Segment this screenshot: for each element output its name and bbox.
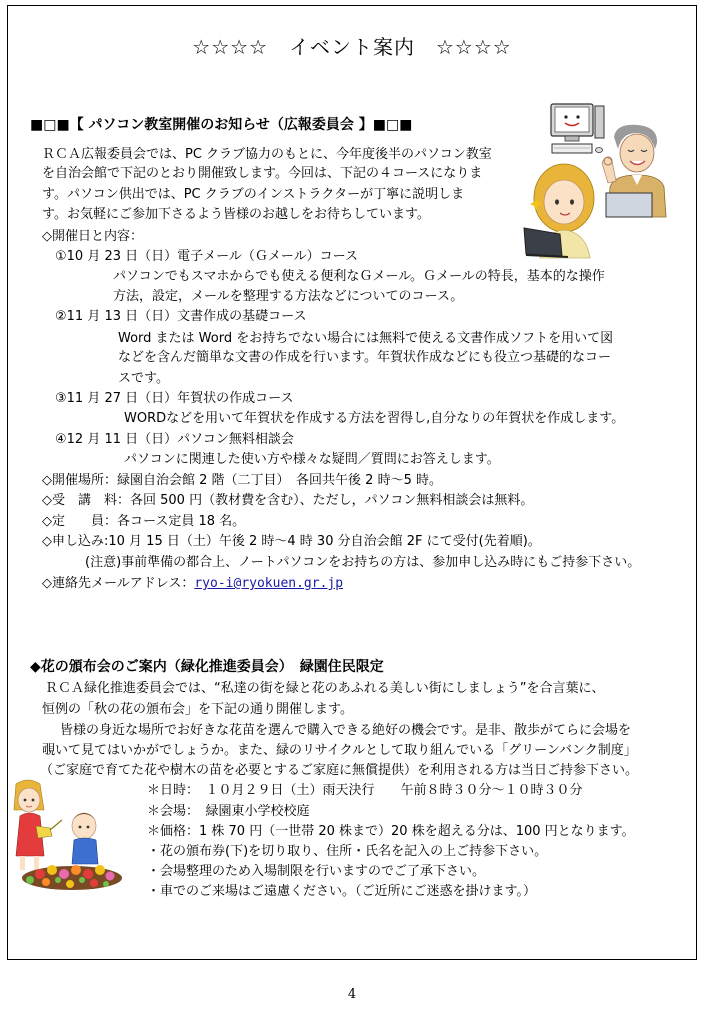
flower-body-line: 恒例の「秋の花の頒布会」を下記の通り開催します。 xyxy=(42,702,353,717)
course-2-title: ②11 月 13 日（日）文書作成の基礎コース xyxy=(55,309,307,324)
contact-label: ◇連絡先メールアドレス： xyxy=(42,576,195,591)
course-4-title: ④12 月 11 日（日）パソコン無料相談会 xyxy=(55,432,294,447)
flower-nocar: ・車でのご来場はご遠慮ください。（ご近所にご迷惑を掛けます。） xyxy=(147,884,536,899)
man-laptop-illustration xyxy=(602,123,674,217)
course-4-desc: パソコンに関連した使い方や様々な疑問／質問にお答えします。 xyxy=(124,452,500,467)
flower-ticket: ・花の頒布券(下)を切り取り、住所・氏名を記入の上ご持参下さい。 xyxy=(147,844,548,859)
course-3-title: ③11 月 27 日（日）年賀状の作成コース xyxy=(55,391,294,406)
flower-body-line: 覗いて見てはいかがでしょうか。また、緑のリサイクルとして取り組んでいる「グリーンバンク制度」 xyxy=(42,743,637,758)
computer-illustration xyxy=(548,102,608,162)
flower-venue: ＊会場： 緑園東小学校校庭 xyxy=(147,804,310,819)
flower-body-line: （ご家庭で育てた花や樹木の苗を必要とするご家庭に無償提供）を利用される方は当日ご持参下さい。 xyxy=(40,763,639,778)
pc-heading: ■□■【 パソコン教室開催のお知らせ（広報委員会 】■□■ xyxy=(30,117,413,133)
note-info: (注意)事前準備の都合上、ノートパソコンをお持ちの方は、参加申し込み時にもご持参下さい。 xyxy=(85,555,641,570)
flower-price: ＊価格：1 株 70 円（一世帯 20 株まで）20 株を超える分は、100 円となります。 xyxy=(147,824,635,839)
flower-datetime: ＊日時： １０月２９日（土）雨天決行 午前８時３０分～１０時３０分 xyxy=(147,783,583,798)
capacity-info: ◇定 員：各コース定員 18 名。 xyxy=(42,514,246,529)
pc-intro-line: ＲＣＡ広報委員会では、PC クラブ協力のもとに、今年度後半のパソコン教室 xyxy=(42,147,492,162)
children-flowers-illustration xyxy=(10,780,122,892)
flower-body-line: ＲＣＡ緑化推進委員会では、“私達の街を緑と花のあふれる美しい街にしましょう”を合言葉に、 xyxy=(45,681,605,696)
dates-label: ◇開催日と内容： xyxy=(42,229,143,244)
course-1-desc: 方法，設定，メールを整理する方法などについてのコース。 xyxy=(113,289,464,304)
page-title: ☆☆☆☆ イベント案内 ☆☆☆☆ xyxy=(192,35,512,59)
flower-body-line: 皆様の身近な場所でお好きな花苗を選んで購入できる絶好の機会です。是非、散歩がてらに会場を xyxy=(60,723,631,738)
course-3-desc: WORDなどを用いて年賀状を作成する方法を習得し,自分なりの年賀状を作成します。 xyxy=(124,411,625,426)
course-2-desc: Word または Word をお持ちでない場合には無料で使える文書作成ソフトを用いて図 xyxy=(118,331,614,346)
course-2-desc: などを含んだ簡単な文書の作成を行います。年賀状作成などにも役立つ基礎的なコー xyxy=(118,350,611,365)
contact-line xyxy=(42,575,343,593)
woman-laptop-illustration xyxy=(520,158,604,258)
course-2-desc: スです。 xyxy=(118,371,169,386)
page-number: 4 xyxy=(347,987,357,1002)
pc-intro-line: を自治会館で下記のとおり開催致します。今回は、下記の４コースになりま xyxy=(42,166,483,181)
apply-info: ◇申し込み:10 月 15 日（土）午後 2 時～4 時 30 分自治会館 2F にて受付(先着順)。 xyxy=(42,534,541,549)
fee-info: ◇受 講 料：各回 500 円（教材費を含む）、ただし，パソコン無料相談会は無料。 xyxy=(42,493,534,508)
flower-heading: ◆花の頒布会のご案内（緑化推進委員会） 緑園住民限定 xyxy=(30,659,384,675)
pc-intro-line: す。パソコン供出では、PC クラブのインストラクターが丁寧に説明しま xyxy=(42,187,465,202)
flower-limit: ・会場整理のため入場制限を行いますのでご了承下さい。 xyxy=(147,864,486,879)
contact-email-link[interactable]: ryo-i@ryokuen.gr.jp xyxy=(194,576,344,591)
course-1-title: ①10 月 23 日（日）電子メール（Ｇメール）コース xyxy=(55,249,358,264)
place-info: ◇開催場所：緑園自治会館 2 階（二丁目） 各回共午後 2 時～5 時。 xyxy=(42,473,442,488)
course-1-desc: パソコンでもスマホからでも使える便利なＧメール。Ｇメールの特長，基本的な操作 xyxy=(113,269,605,284)
pc-intro-line: す。お気軽にご参加下さるよう皆様のお越しをお待ちしています。 xyxy=(42,207,430,222)
